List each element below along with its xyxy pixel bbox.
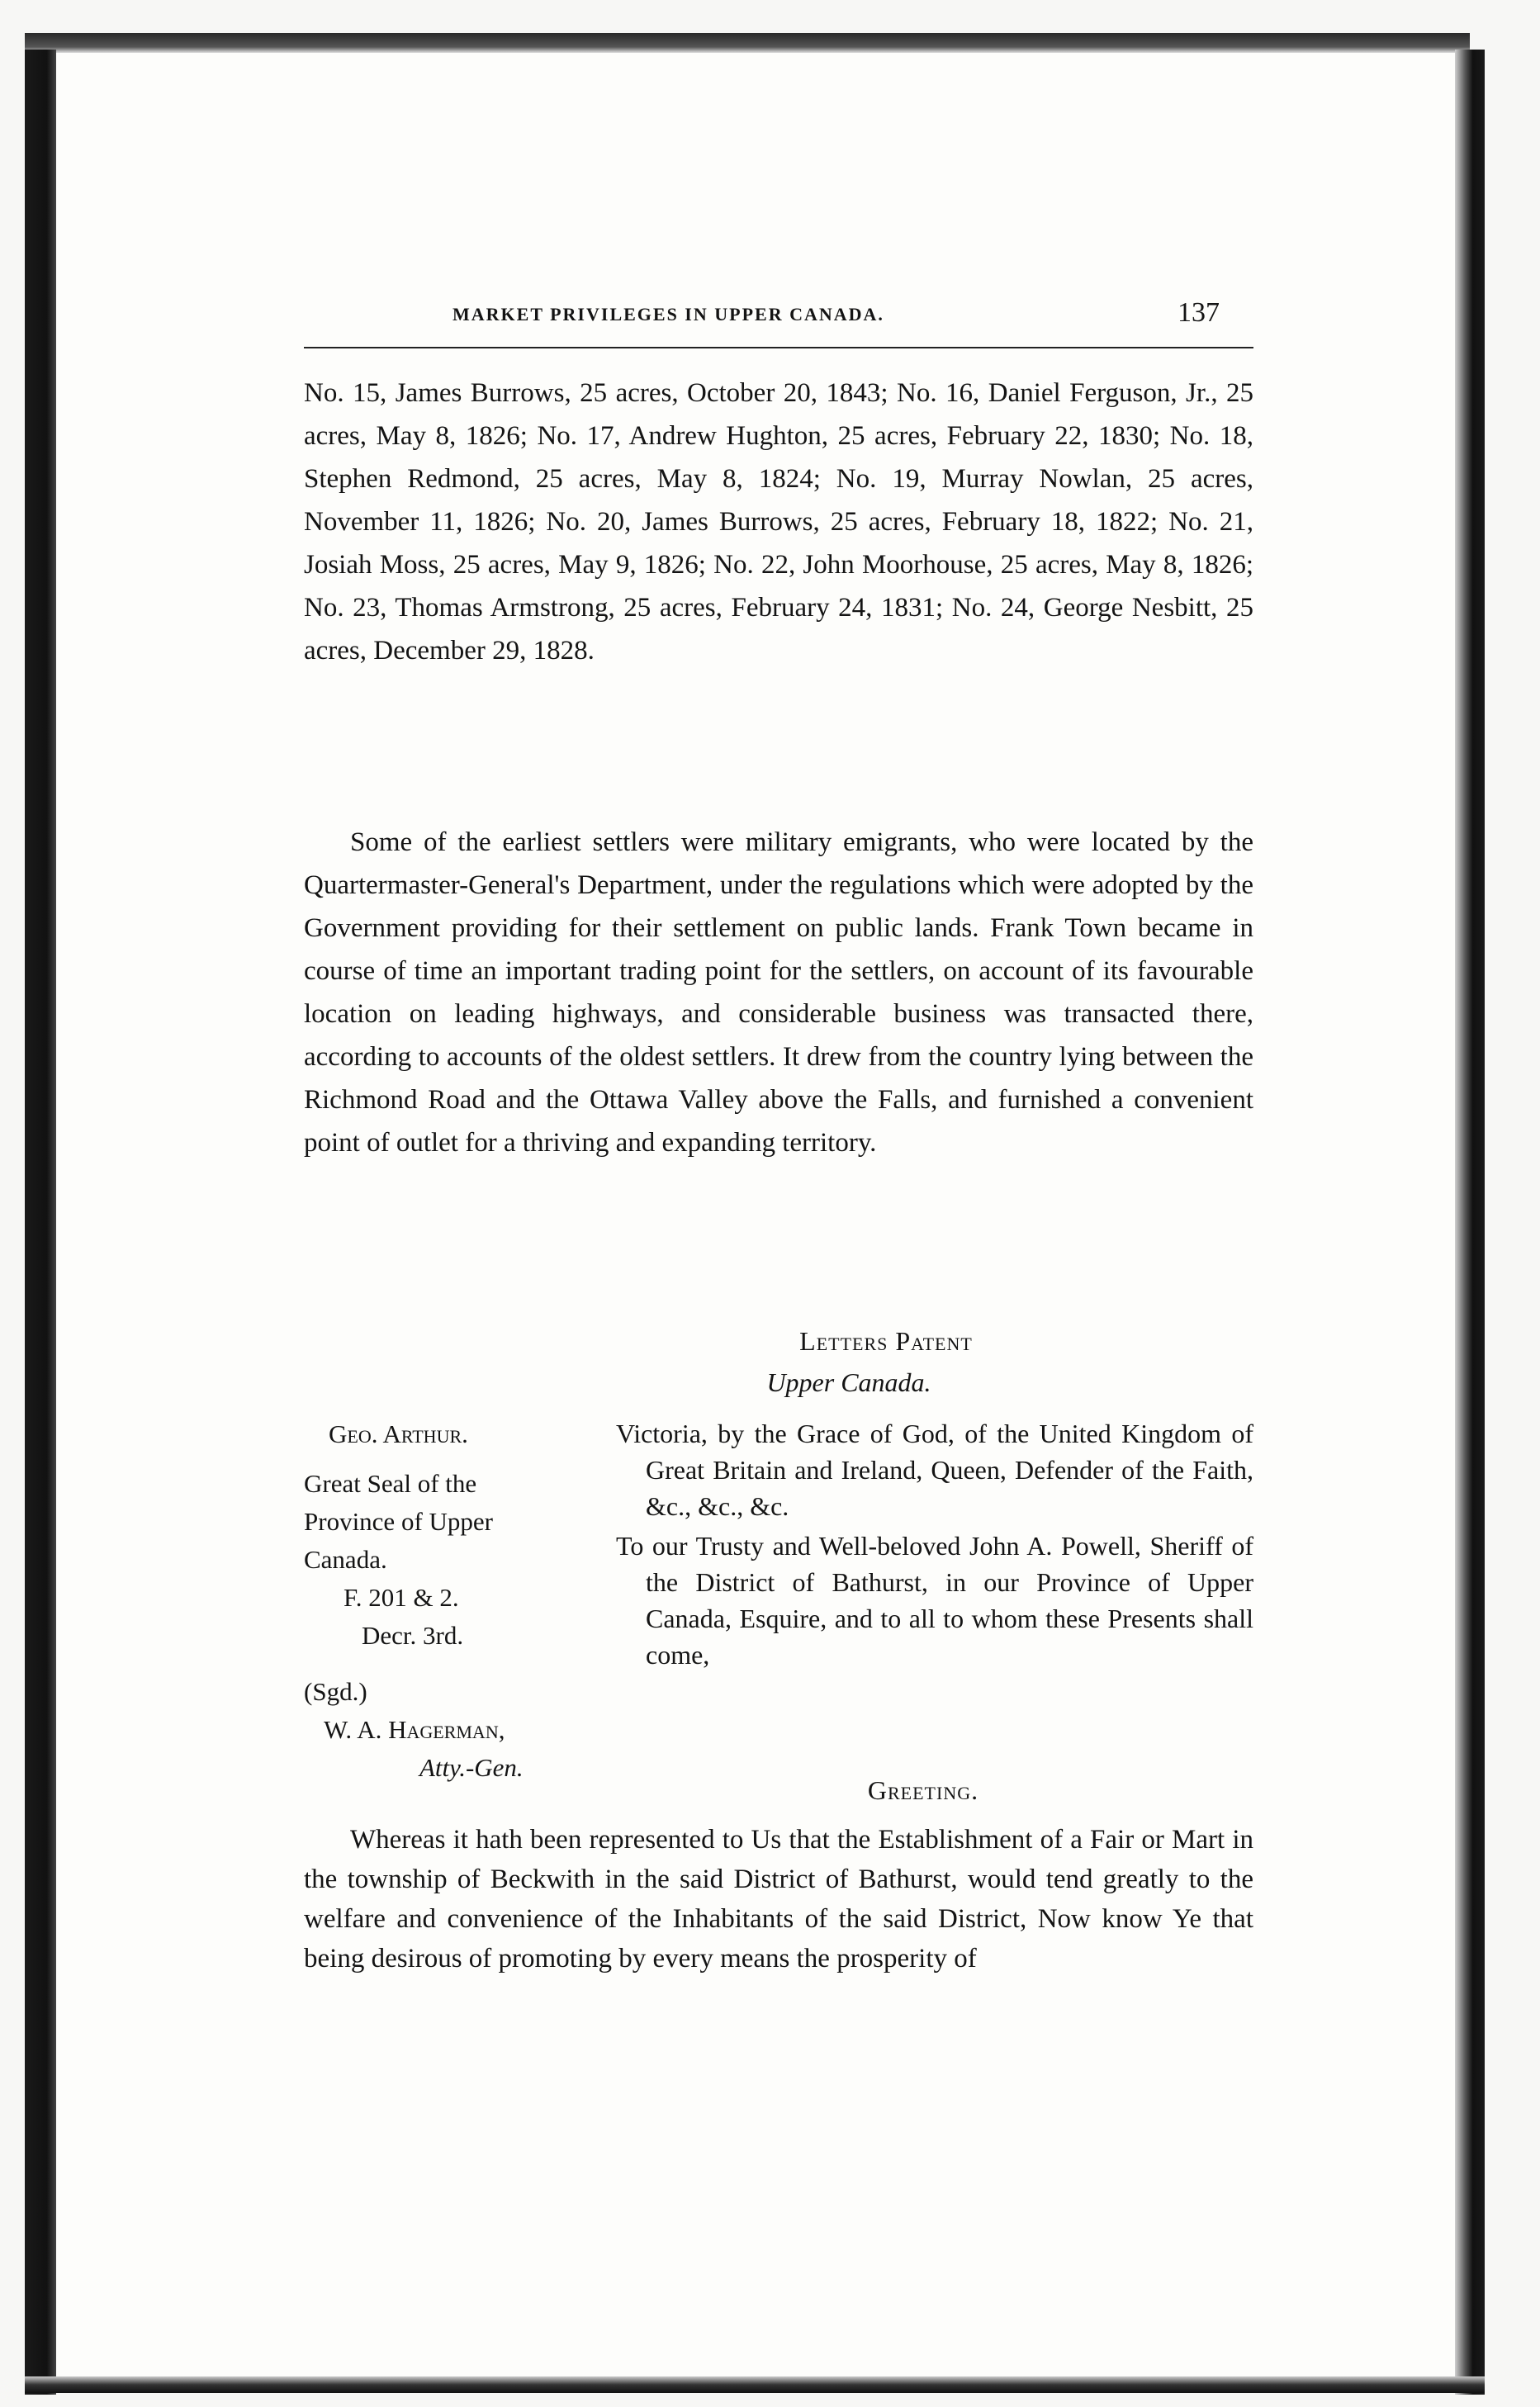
scan-border-bottom xyxy=(25,2376,1485,2393)
header-rule xyxy=(304,347,1253,348)
attorney-title: Atty.-Gen. xyxy=(419,1753,524,1782)
settlers-paragraph: Some of the earliest settlers were military emigrants, who were located by the Quartermaster-General's Department, under the regulations which were adopted by the Government providing for their settlement on public lands. Frank Town became in course of time an important trading point for the settlers, on account of its favourable location on leading highways, and considerable business was transacted there, according to accounts of the oldest settlers. It drew from the country lying between the Richmond Road and the Ottawa Valley above the Falls, and furnished a convenient point of outlet for a thriving and expanding territory. xyxy=(304,827,1253,1158)
greeting-heading: Greeting. xyxy=(867,1775,979,1805)
folio-reference: F. 201 & 2. xyxy=(344,1583,459,1612)
scan-border-right xyxy=(1455,50,1485,2395)
running-title: MARKET PRIVILEGES IN UPPER CANADA. xyxy=(453,304,884,325)
book-page xyxy=(56,53,1455,2376)
royal-style-paragraph: Victoria, by the Grace of God, of the United Kingdom of Great Britain and Ireland, Queen, Defender of the Faith, &c., &c., &c. xyxy=(616,1419,1253,1521)
seal-line-2: Province of Upper xyxy=(304,1507,493,1536)
letters-patent-title: Letters Patent xyxy=(799,1326,973,1356)
scan-border-top xyxy=(25,33,1470,53)
running-head xyxy=(246,297,1253,339)
margin-attestation xyxy=(304,1415,626,1787)
signed-mark: (Sgd.) xyxy=(304,1677,367,1706)
letters-patent-subtitle: Upper Canada. xyxy=(766,1367,931,1397)
signer-name: Geo. Arthur. xyxy=(329,1419,468,1448)
whereas-paragraph: Whereas it hath been represented to Us that the Establishment of a Fair or Mart in the township of Beckwith in the said District of Bathurst, would tend greatly to the welfare and convenience of the Inhabitants of the said District, Now know Ye that being desirous of promoting by every means the prosperity of xyxy=(304,1825,1253,1973)
attestation-date: Decr. 3rd. xyxy=(362,1621,464,1650)
lot-list-paragraph: No. 15, James Burrows, 25 acres, October 20, 1843; No. 16, Daniel Ferguson, Jr., 25 acres, May 8, 1826; No. 17, Andrew Hughton, 25 acres, February 22, 1830; No. 18, Stephen Redmond, 25 acres, May 8, 1824; No. 19, Murray Nowlan, 25 acres, November 11, 1826; No. 20, James Burrows, 25 acres, February 18, 1822; No. 21, Josiah Moss, 25 acres, May 9, 1826; No. 22, John Moorhouse, 25 acres, May 8, 1826; No. 23, Thomas Armstrong, 25 acres, February 24, 1831; No. 24, George Nesbitt, 25 acres, December 29, 1828. xyxy=(304,378,1253,666)
page-number: 137 xyxy=(1178,297,1220,328)
patent-address xyxy=(616,1415,1253,1673)
seal-line-3: Canada. xyxy=(304,1545,387,1574)
scan-border-left xyxy=(25,50,56,2395)
addressee-paragraph: To our Trusty and Well-beloved John A. Powell, Sheriff of the District of Bathurst, in our Province of Upper Canada, Esquire, and to all to whom these Presents shall come, xyxy=(616,1531,1253,1670)
attorney-name: W. A. Hagerman, xyxy=(324,1715,505,1744)
seal-line-1: Great Seal of the xyxy=(304,1469,477,1498)
